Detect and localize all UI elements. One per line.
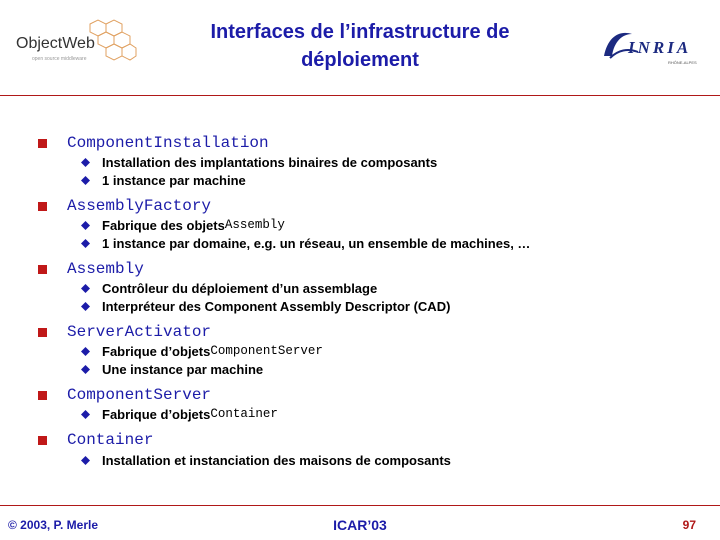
sub-bullet-text: Interpréteur des Component Assembly Descriptor (CAD) [102, 298, 451, 314]
objectweb-logo [12, 18, 137, 73]
sub-bullet-text: Installation et instanciation des maisons de composants [102, 452, 451, 468]
sub-bullet [81, 405, 278, 423]
sub-bullet [81, 216, 285, 234]
svg-text:RHÔNE-ALPES: RHÔNE-ALPES [668, 60, 697, 65]
bullet-label: Assembly [67, 260, 144, 278]
sub-bullet-code: ComponentServer [210, 344, 323, 358]
sub-bullet-text: 1 instance par domaine, e.g. un réseau, un ensemble de machines, … [102, 235, 531, 251]
diamond-bullet-icon [81, 221, 90, 230]
square-bullet-icon [38, 436, 47, 445]
page-number: 97 [682, 518, 696, 532]
slide-title-line1: Interfaces de l’infrastructure de [210, 21, 510, 43]
bullet-container [38, 429, 153, 451]
bullet-label: ComponentInstallation [67, 134, 269, 152]
bullet-component-installation [38, 132, 269, 154]
footer-rule [0, 505, 720, 506]
square-bullet-icon [38, 202, 47, 211]
bullet-server-activator [38, 321, 211, 343]
sub-bullet [81, 360, 263, 378]
diamond-bullet-icon [81, 365, 90, 374]
bullet-component-server [38, 384, 211, 406]
square-bullet-icon [38, 328, 47, 337]
sub-bullet-text: Installation des implantations binaires de composants [102, 154, 438, 170]
slide-title-line2: déploiement [301, 49, 419, 71]
sub-bullet [81, 171, 246, 189]
sub-bullet-code: Container [210, 407, 278, 421]
diamond-bullet-icon [81, 176, 90, 185]
sub-bullet-text: Contrôleur du déploiement d’un assemblage [102, 280, 378, 296]
square-bullet-icon [38, 391, 47, 400]
sub-bullet-text: Fabrique d’objets [102, 406, 211, 422]
diamond-bullet-icon [81, 239, 90, 248]
slide-title [160, 18, 560, 74]
bullet-assembly-factory [38, 195, 211, 217]
sub-bullet [81, 279, 377, 297]
sub-bullet [81, 234, 530, 252]
diamond-bullet-icon [81, 284, 90, 293]
diamond-bullet-icon [81, 302, 90, 311]
footer-event: ICAR’03 [333, 517, 387, 533]
sub-bullet-text: 1 instance par machine [102, 172, 246, 188]
diamond-bullet-icon [81, 410, 90, 419]
objectweb-logo-text: ObjectWeb [16, 35, 95, 52]
square-bullet-icon [38, 139, 47, 148]
diamond-bullet-icon [81, 456, 90, 465]
sub-bullet-code: Assembly [224, 218, 285, 232]
square-bullet-icon [38, 265, 47, 274]
sub-bullet-text: Une instance par machine [102, 361, 264, 377]
bullet-label: AssemblyFactory [67, 197, 212, 215]
sub-bullet [81, 342, 323, 360]
diamond-bullet-icon [81, 158, 90, 167]
sub-bullet [81, 153, 437, 171]
bullet-label: ComponentServer [67, 386, 212, 404]
bullet-assembly [38, 258, 144, 280]
bullet-label: Container [67, 431, 154, 449]
sub-bullet [81, 297, 450, 315]
svg-text:open source middleware: open source middleware [32, 56, 87, 62]
header-rule [0, 95, 720, 96]
bullet-label: ServerActivator [67, 323, 212, 341]
sub-bullet-text: Fabrique d’objets [102, 343, 211, 359]
footer-copyright: © 2003, P. Merle [8, 518, 99, 532]
inria-logo [598, 26, 706, 68]
sub-bullet [81, 451, 451, 469]
sub-bullet-text: Fabrique des objets [102, 217, 225, 233]
diamond-bullet-icon [81, 347, 90, 356]
inria-logo-text: INRIA [628, 38, 692, 57]
